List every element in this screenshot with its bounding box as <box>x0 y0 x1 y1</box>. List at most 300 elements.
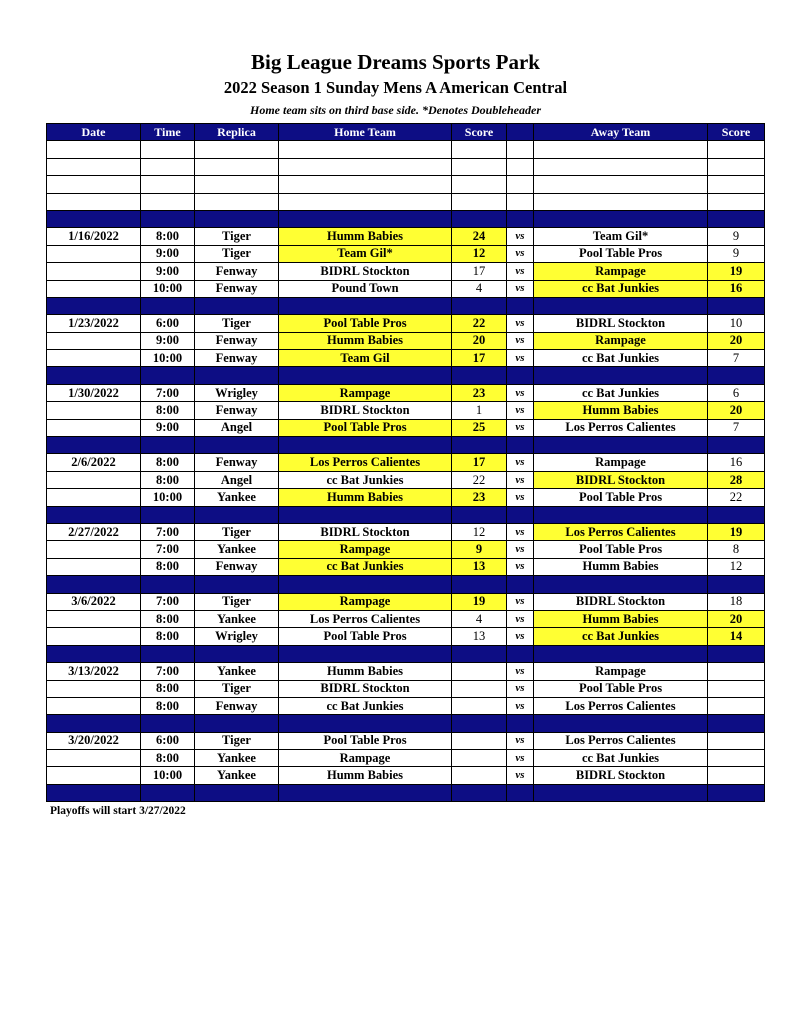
empty-cell <box>47 193 141 210</box>
schedule-table <box>46 123 765 802</box>
home-score <box>452 767 507 784</box>
empty-cell <box>452 437 507 454</box>
week-separator-row <box>47 645 765 662</box>
away-team: Pool Table Pros <box>534 245 708 262</box>
empty-cell <box>195 437 279 454</box>
game-row <box>47 541 765 558</box>
empty-cell <box>708 784 765 801</box>
home-score <box>452 732 507 749</box>
game-field: Yankee <box>195 610 279 627</box>
game-row <box>47 280 765 297</box>
away-score: 28 <box>708 471 765 488</box>
empty-cell <box>534 367 708 384</box>
game-field: Tiger <box>195 228 279 245</box>
game-row <box>47 315 765 332</box>
home-team: Los Perros Calientes <box>279 454 452 471</box>
game-date <box>47 419 141 436</box>
game-date <box>47 245 141 262</box>
away-team: Pool Table Pros <box>534 541 708 558</box>
empty-cell <box>708 297 765 314</box>
empty-cell <box>534 176 708 193</box>
empty-cell <box>47 158 141 175</box>
game-field: Tiger <box>195 732 279 749</box>
home-team: cc Bat Junkies <box>279 697 452 714</box>
home-team: Rampage <box>279 750 452 767</box>
empty-cell <box>195 193 279 210</box>
away-team: BIDRL Stockton <box>534 593 708 610</box>
home-team: Pool Table Pros <box>279 315 452 332</box>
empty-cell <box>195 297 279 314</box>
home-score: 12 <box>452 523 507 540</box>
game-row <box>47 558 765 575</box>
empty-cell <box>708 576 765 593</box>
empty-cell <box>534 645 708 662</box>
game-time: 8:00 <box>141 471 195 488</box>
empty-cell <box>141 297 195 314</box>
game-time: 7:00 <box>141 541 195 558</box>
home-team: Humm Babies <box>279 767 452 784</box>
away-score <box>708 697 765 714</box>
home-team: Rampage <box>279 384 452 401</box>
game-date <box>47 558 141 575</box>
game-time: 9:00 <box>141 419 195 436</box>
game-row <box>47 245 765 262</box>
empty-cell <box>534 715 708 732</box>
away-score <box>708 750 765 767</box>
empty-cell <box>507 645 534 662</box>
empty-cell <box>141 784 195 801</box>
away-score: 9 <box>708 245 765 262</box>
empty-cell <box>452 176 507 193</box>
game-date: 3/13/2022 <box>47 663 141 680</box>
game-row <box>47 680 765 697</box>
away-score: 14 <box>708 628 765 645</box>
empty-cell <box>452 210 507 227</box>
empty-cell <box>279 784 452 801</box>
away-score: 8 <box>708 541 765 558</box>
home-score: 17 <box>452 454 507 471</box>
empty-cell <box>47 715 141 732</box>
empty-cell <box>47 210 141 227</box>
game-time: 8:00 <box>141 628 195 645</box>
away-score: 6 <box>708 384 765 401</box>
empty-cell <box>47 141 141 158</box>
game-row <box>47 663 765 680</box>
home-score: 4 <box>452 610 507 627</box>
empty-cell <box>47 176 141 193</box>
vs-label: vs <box>507 384 534 401</box>
vs-label: vs <box>507 402 534 419</box>
game-date <box>47 489 141 506</box>
game-date: 1/23/2022 <box>47 315 141 332</box>
empty-cell <box>507 715 534 732</box>
home-team: BIDRL Stockton <box>279 402 452 419</box>
game-field: Fenway <box>195 697 279 714</box>
vs-label: vs <box>507 332 534 349</box>
home-team: Team Gil <box>279 350 452 367</box>
empty-cell <box>279 645 452 662</box>
vs-label: vs <box>507 245 534 262</box>
empty-cell <box>47 506 141 523</box>
home-team: cc Bat Junkies <box>279 558 452 575</box>
week-separator-row <box>47 367 765 384</box>
empty-cell <box>507 437 534 454</box>
game-time: 6:00 <box>141 732 195 749</box>
game-time: 7:00 <box>141 593 195 610</box>
game-row <box>47 523 765 540</box>
game-date <box>47 767 141 784</box>
vs-label: vs <box>507 541 534 558</box>
empty-cell <box>141 367 195 384</box>
game-date: 1/30/2022 <box>47 384 141 401</box>
empty-cell <box>507 141 534 158</box>
blank-row <box>47 158 765 175</box>
empty-cell <box>507 784 534 801</box>
home-team: Humm Babies <box>279 663 452 680</box>
away-score: 22 <box>708 489 765 506</box>
empty-cell <box>507 576 534 593</box>
empty-cell <box>452 141 507 158</box>
empty-cell <box>47 645 141 662</box>
game-date <box>47 610 141 627</box>
empty-cell <box>141 645 195 662</box>
vs-label: vs <box>507 663 534 680</box>
empty-cell <box>452 297 507 314</box>
vs-label: vs <box>507 593 534 610</box>
game-date: 1/16/2022 <box>47 228 141 245</box>
vs-label: vs <box>507 471 534 488</box>
empty-cell <box>47 297 141 314</box>
home-team: Humm Babies <box>279 228 452 245</box>
empty-cell <box>708 210 765 227</box>
empty-cell <box>141 141 195 158</box>
home-score: 20 <box>452 332 507 349</box>
empty-cell <box>708 176 765 193</box>
away-team: Rampage <box>534 454 708 471</box>
empty-cell <box>452 158 507 175</box>
home-team: Rampage <box>279 593 452 610</box>
col-header-replica: Replica <box>195 124 279 141</box>
game-time: 8:00 <box>141 697 195 714</box>
empty-cell <box>507 297 534 314</box>
empty-cell <box>195 506 279 523</box>
empty-cell <box>279 141 452 158</box>
vs-label: vs <box>507 697 534 714</box>
away-team: BIDRL Stockton <box>534 471 708 488</box>
vs-label: vs <box>507 628 534 645</box>
away-team: Rampage <box>534 263 708 280</box>
vs-label: vs <box>507 767 534 784</box>
home-score: 22 <box>452 471 507 488</box>
empty-cell <box>141 210 195 227</box>
col-header-home-score: Score <box>452 124 507 141</box>
empty-cell <box>534 141 708 158</box>
game-date <box>47 263 141 280</box>
game-field: Yankee <box>195 767 279 784</box>
away-team: Los Perros Calientes <box>534 419 708 436</box>
away-score <box>708 732 765 749</box>
empty-cell <box>141 193 195 210</box>
away-team: Los Perros Calientes <box>534 523 708 540</box>
away-team: cc Bat Junkies <box>534 750 708 767</box>
empty-cell <box>708 645 765 662</box>
game-field: Tiger <box>195 523 279 540</box>
game-time: 10:00 <box>141 767 195 784</box>
game-time: 8:00 <box>141 680 195 697</box>
game-date <box>47 280 141 297</box>
blank-row <box>47 193 765 210</box>
empty-cell <box>507 193 534 210</box>
home-score: 22 <box>452 315 507 332</box>
empty-cell <box>141 176 195 193</box>
empty-cell <box>195 176 279 193</box>
vs-label: vs <box>507 228 534 245</box>
empty-cell <box>279 367 452 384</box>
empty-cell <box>47 784 141 801</box>
game-date <box>47 471 141 488</box>
home-score: 13 <box>452 628 507 645</box>
game-time: 7:00 <box>141 523 195 540</box>
week-separator-row <box>47 715 765 732</box>
game-row <box>47 489 765 506</box>
empty-cell <box>534 506 708 523</box>
away-team: cc Bat Junkies <box>534 384 708 401</box>
home-score: 24 <box>452 228 507 245</box>
away-team: cc Bat Junkies <box>534 280 708 297</box>
game-date <box>47 402 141 419</box>
home-team: cc Bat Junkies <box>279 471 452 488</box>
away-score: 20 <box>708 402 765 419</box>
away-score <box>708 680 765 697</box>
game-field: Yankee <box>195 750 279 767</box>
blank-row <box>47 141 765 158</box>
table-header-row <box>47 124 765 141</box>
vs-label: vs <box>507 280 534 297</box>
home-team: Humm Babies <box>279 332 452 349</box>
week-separator-row <box>47 437 765 454</box>
game-row <box>47 263 765 280</box>
empty-cell <box>279 715 452 732</box>
away-team: Humm Babies <box>534 610 708 627</box>
game-row <box>47 332 765 349</box>
blank-row <box>47 176 765 193</box>
vs-label: vs <box>507 350 534 367</box>
game-time: 9:00 <box>141 245 195 262</box>
empty-cell <box>195 367 279 384</box>
game-date: 2/6/2022 <box>47 454 141 471</box>
game-field: Fenway <box>195 402 279 419</box>
empty-cell <box>141 715 195 732</box>
game-row <box>47 419 765 436</box>
empty-cell <box>708 506 765 523</box>
game-date <box>47 541 141 558</box>
home-team: Los Perros Calientes <box>279 610 452 627</box>
vs-label: vs <box>507 489 534 506</box>
col-header-home-team: Home Team <box>279 124 452 141</box>
game-field: Fenway <box>195 350 279 367</box>
away-score: 18 <box>708 593 765 610</box>
empty-cell <box>534 210 708 227</box>
empty-cell <box>507 367 534 384</box>
empty-cell <box>279 176 452 193</box>
vs-label: vs <box>507 419 534 436</box>
empty-cell <box>507 210 534 227</box>
home-team: Pool Table Pros <box>279 628 452 645</box>
col-header-vs <box>507 124 534 141</box>
home-score: 19 <box>452 593 507 610</box>
empty-cell <box>279 193 452 210</box>
empty-cell <box>195 210 279 227</box>
empty-cell <box>47 576 141 593</box>
empty-cell <box>452 506 507 523</box>
page-note: Home team sits on third base side. *Denotes Doubleheader <box>250 103 541 117</box>
empty-cell <box>47 367 141 384</box>
vs-label: vs <box>507 454 534 471</box>
home-score: 13 <box>452 558 507 575</box>
game-row <box>47 628 765 645</box>
game-time: 8:00 <box>141 750 195 767</box>
game-date <box>47 750 141 767</box>
game-row <box>47 454 765 471</box>
empty-cell <box>534 437 708 454</box>
game-row <box>47 610 765 627</box>
game-time: 10:00 <box>141 280 195 297</box>
empty-cell <box>452 367 507 384</box>
away-team: cc Bat Junkies <box>534 350 708 367</box>
game-row <box>47 384 765 401</box>
empty-cell <box>452 715 507 732</box>
page-subtitle: 2022 Season 1 Sunday Mens A American Central <box>223 78 568 97</box>
game-time: 8:00 <box>141 228 195 245</box>
empty-cell <box>507 158 534 175</box>
home-score: 25 <box>452 419 507 436</box>
week-separator-row <box>47 784 765 801</box>
game-row <box>47 750 765 767</box>
empty-cell <box>195 141 279 158</box>
game-field: Wrigley <box>195 628 279 645</box>
week-separator-row <box>47 297 765 314</box>
home-score <box>452 697 507 714</box>
game-field: Tiger <box>195 245 279 262</box>
week-separator-row <box>47 576 765 593</box>
away-score <box>708 767 765 784</box>
vs-label: vs <box>507 523 534 540</box>
away-team: Los Perros Calientes <box>534 732 708 749</box>
away-score: 20 <box>708 610 765 627</box>
vs-label: vs <box>507 610 534 627</box>
home-score: 23 <box>452 384 507 401</box>
away-score: 12 <box>708 558 765 575</box>
home-team: BIDRL Stockton <box>279 523 452 540</box>
game-date: 3/20/2022 <box>47 732 141 749</box>
game-field: Tiger <box>195 593 279 610</box>
game-time: 6:00 <box>141 315 195 332</box>
away-score: 19 <box>708 263 765 280</box>
home-team: Pool Table Pros <box>279 419 452 436</box>
game-field: Angel <box>195 471 279 488</box>
game-time: 8:00 <box>141 558 195 575</box>
game-field: Fenway <box>195 332 279 349</box>
game-row <box>47 732 765 749</box>
away-score: 9 <box>708 228 765 245</box>
home-score: 12 <box>452 245 507 262</box>
vs-label: vs <box>507 558 534 575</box>
empty-cell <box>708 141 765 158</box>
game-field: Fenway <box>195 263 279 280</box>
game-field: Angel <box>195 419 279 436</box>
game-date <box>47 697 141 714</box>
home-team: Pound Town <box>279 280 452 297</box>
col-header-time: Time <box>141 124 195 141</box>
game-field: Tiger <box>195 315 279 332</box>
home-score: 23 <box>452 489 507 506</box>
page-title: Big League Dreams Sports Park <box>251 50 540 74</box>
away-score <box>708 663 765 680</box>
game-time: 8:00 <box>141 610 195 627</box>
game-date <box>47 680 141 697</box>
game-field: Fenway <box>195 454 279 471</box>
empty-cell <box>708 715 765 732</box>
empty-cell <box>534 193 708 210</box>
empty-cell <box>452 784 507 801</box>
away-team: Humm Babies <box>534 558 708 575</box>
away-team: cc Bat Junkies <box>534 628 708 645</box>
away-team: Pool Table Pros <box>534 680 708 697</box>
game-field: Yankee <box>195 541 279 558</box>
vs-label: vs <box>507 750 534 767</box>
away-score: 19 <box>708 523 765 540</box>
vs-label: vs <box>507 732 534 749</box>
away-score: 16 <box>708 280 765 297</box>
game-field: Fenway <box>195 558 279 575</box>
empty-cell <box>534 784 708 801</box>
empty-cell <box>708 437 765 454</box>
game-row <box>47 350 765 367</box>
home-team: BIDRL Stockton <box>279 263 452 280</box>
home-score: 1 <box>452 402 507 419</box>
away-score: 10 <box>708 315 765 332</box>
away-team: Los Perros Calientes <box>534 697 708 714</box>
empty-cell <box>195 715 279 732</box>
game-row <box>47 471 765 488</box>
vs-label: vs <box>507 680 534 697</box>
home-score <box>452 750 507 767</box>
game-time: 8:00 <box>141 402 195 419</box>
home-score: 17 <box>452 350 507 367</box>
game-date: 3/6/2022 <box>47 593 141 610</box>
home-score <box>452 663 507 680</box>
empty-cell <box>452 193 507 210</box>
home-team: BIDRL Stockton <box>279 680 452 697</box>
game-row <box>47 402 765 419</box>
game-time: 10:00 <box>141 350 195 367</box>
col-header-away-score: Score <box>708 124 765 141</box>
game-field: Wrigley <box>195 384 279 401</box>
away-team: Humm Babies <box>534 402 708 419</box>
home-team: Humm Babies <box>279 489 452 506</box>
empty-cell <box>452 576 507 593</box>
game-date: 2/27/2022 <box>47 523 141 540</box>
home-team: Rampage <box>279 541 452 558</box>
vs-label: vs <box>507 315 534 332</box>
home-score <box>452 680 507 697</box>
empty-cell <box>279 506 452 523</box>
away-team: Pool Table Pros <box>534 489 708 506</box>
footer-note: Playoffs will start 3/27/2022 <box>50 805 186 817</box>
home-score: 4 <box>452 280 507 297</box>
empty-cell <box>534 158 708 175</box>
empty-cell <box>534 576 708 593</box>
